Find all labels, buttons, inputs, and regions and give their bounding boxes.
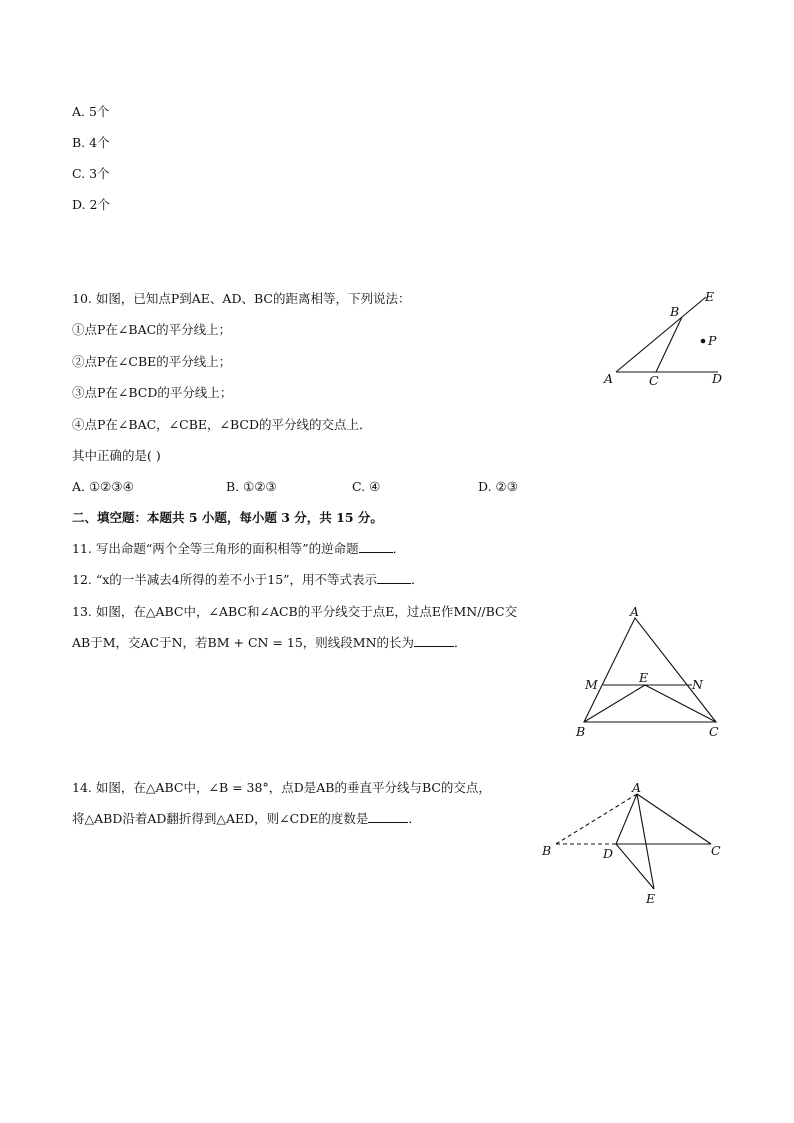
q9-option-a: A. 5个 — [72, 104, 110, 119]
label-b: B — [670, 304, 680, 319]
q14-line-1: 14. 如图，在△ABC中，∠B = 38°，点D是AB的垂直平分线与BC的交点， — [72, 780, 491, 795]
q13-blank — [414, 634, 454, 647]
q10-ask: 其中正确的是( ) — [72, 448, 161, 463]
q10-option-a: A. ①②③④ — [72, 479, 134, 494]
q10-figure — [596, 284, 732, 390]
q14-end: ． — [408, 811, 421, 826]
label-n: N — [692, 677, 703, 692]
label-c: C — [711, 843, 721, 858]
label-p: P — [708, 333, 717, 348]
section-2-title: 二、填空题：本题共 5 小题，每小题 3 分，共 15 分。 — [72, 510, 383, 525]
label-a: A — [632, 780, 642, 795]
q13-figure — [572, 600, 728, 746]
label-c: C — [709, 724, 719, 739]
label-e: E — [705, 289, 715, 304]
q13-end: ． — [454, 635, 467, 650]
q11-blank — [359, 540, 393, 553]
q9-option-c: C. 3个 — [72, 166, 110, 181]
q13-line-2 — [72, 634, 467, 652]
label-b: B — [576, 724, 586, 739]
q10-item-4: ④点P在∠BAC，∠CBE，∠BCD的平分线的交点上． — [72, 417, 372, 432]
q12-text: 12. “x的一半减去4所得的差不小于15”，用不等式表示 — [72, 572, 378, 587]
q11-text: 11. 写出命题“两个全等三角形的面积相等”的逆命题 — [72, 541, 359, 556]
q14-text: 将△ABD沿着AD翻折得到△AED，则∠CDE的度数是 — [72, 811, 369, 826]
label-a: A — [630, 604, 640, 619]
q12-end: ． — [411, 572, 424, 587]
q11-end: ． — [392, 541, 406, 556]
q9-option-b: B. 4个 — [72, 135, 110, 150]
label-b: B — [542, 843, 552, 858]
q10-option-d: D. ②③ — [478, 479, 518, 494]
point-p-dot — [701, 339, 706, 344]
q14-line-2 — [72, 810, 421, 828]
q10-option-b: B. ①②③ — [226, 479, 277, 494]
label-e: E — [639, 670, 649, 685]
q10-option-c: C. ④ — [352, 479, 381, 494]
q12-line — [72, 571, 424, 589]
q13-text: AB于M，交AC于N，若BM + CN = 15，则线段MN的长为 — [72, 635, 415, 650]
q11-line — [72, 540, 405, 558]
q12-blank — [377, 571, 411, 584]
q10-item-2: ②点P在∠CBE的平分线上； — [72, 354, 232, 369]
label-a: A — [604, 371, 614, 386]
q14-blank — [368, 810, 408, 823]
label-m: M — [585, 677, 598, 692]
q10-item-1: ①点P在∠BAC的平分线上； — [72, 322, 232, 337]
q13-line-1: 13. 如图，在△ABC中，∠ABC和∠ACB的平分线交于点E，过点E作MN//BC交 — [72, 604, 518, 619]
q14-figure — [536, 778, 732, 910]
label-e: E — [646, 891, 656, 906]
q9-option-d: D. 2个 — [72, 197, 110, 212]
label-d: D — [603, 846, 614, 861]
q10-item-3: ③点P在∠BCD的平分线上； — [72, 385, 233, 400]
label-d: D — [712, 371, 723, 386]
q10-stem: 10. 如图，已知点P到AE、AD、BC的距离相等，下列说法： — [72, 291, 411, 306]
label-c: C — [649, 373, 659, 388]
